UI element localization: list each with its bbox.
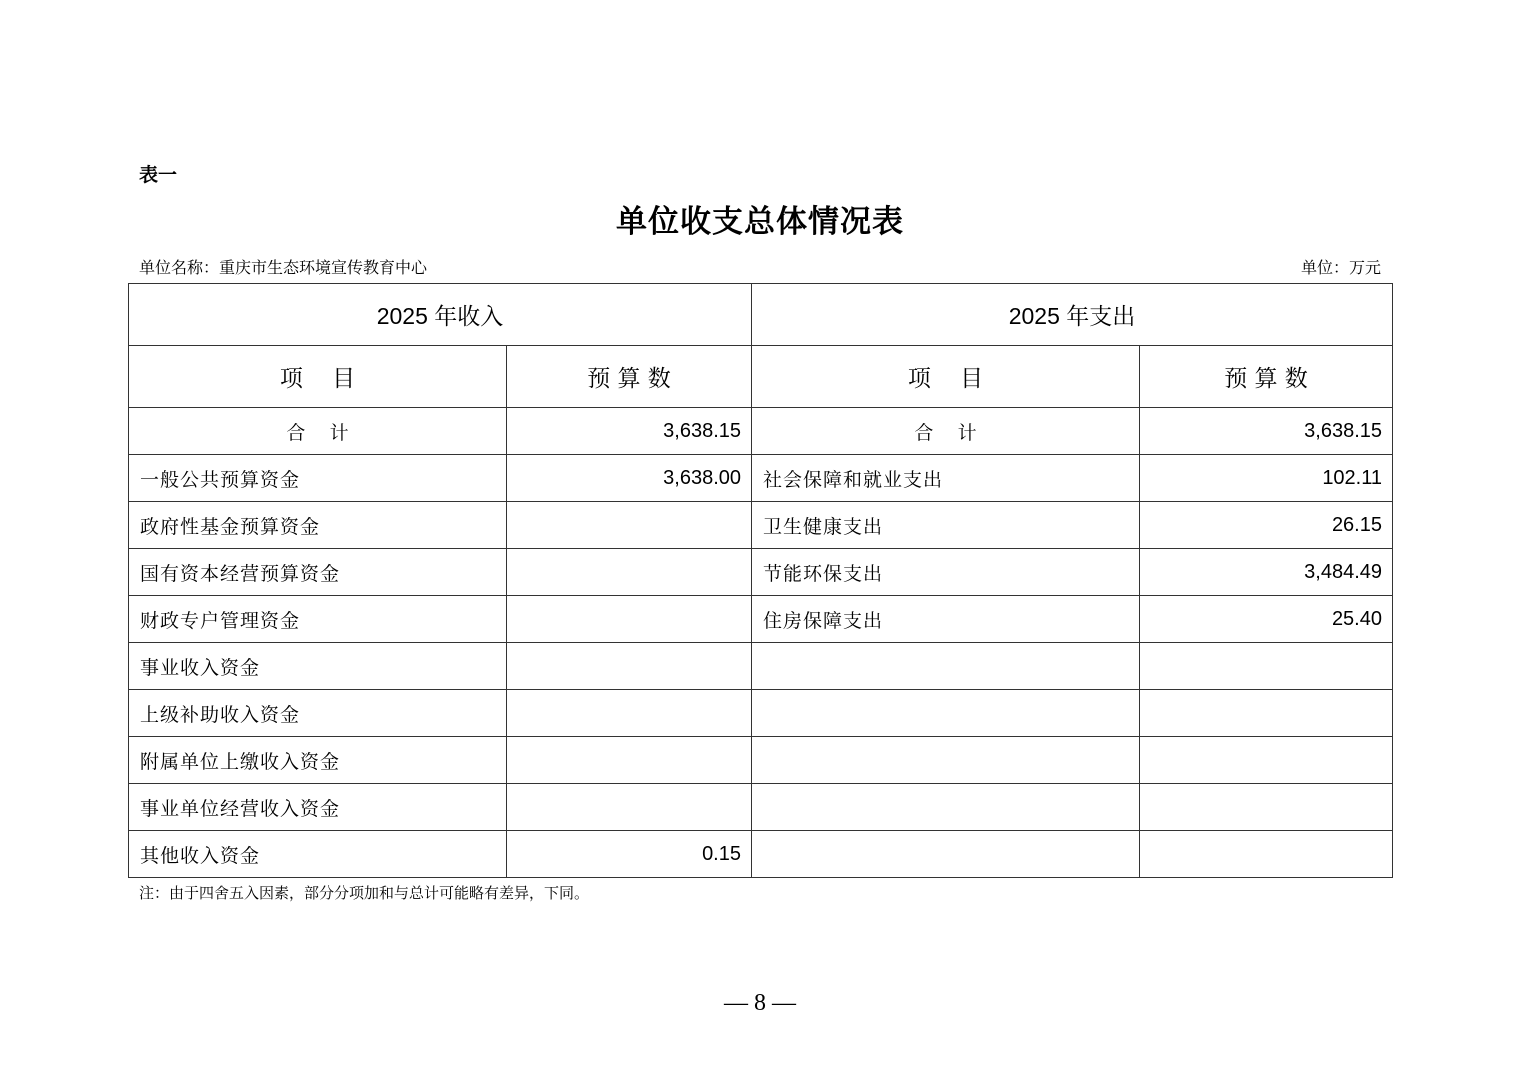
table-row <box>129 455 1393 502</box>
income-section-header: 2025 年收入 <box>129 284 752 346</box>
expense-value <box>1140 737 1393 784</box>
budget-table <box>128 283 1393 878</box>
expense-item <box>752 831 1140 878</box>
expense-item <box>752 737 1140 784</box>
expense-budget-column-header: 预 算 数 <box>1140 346 1393 408</box>
expense-value: 3,484.49 <box>1140 549 1393 596</box>
table-row <box>129 596 1393 643</box>
income-value <box>507 549 752 596</box>
expense-item: 社会保障和就业支出 <box>752 455 1140 502</box>
income-value <box>507 596 752 643</box>
expense-value <box>1140 690 1393 737</box>
total-row <box>129 408 1393 455</box>
income-value <box>507 643 752 690</box>
table-column-header-row <box>129 346 1393 408</box>
expense-total-label: 合 计 <box>752 408 1140 455</box>
expense-item-column-header: 项 目 <box>752 346 1140 408</box>
expense-value <box>1140 831 1393 878</box>
income-item: 上级补助收入资金 <box>129 690 507 737</box>
unit-label: 单位：万元 <box>1300 258 1381 277</box>
table-row <box>129 784 1393 831</box>
income-item: 财政专户管理资金 <box>129 596 507 643</box>
income-value: 3,638.00 <box>507 455 752 502</box>
table-section-header-row <box>129 284 1393 346</box>
page-title: 单位收支总体情况表 <box>616 204 904 240</box>
income-item: 一般公共预算资金 <box>129 455 507 502</box>
expense-section-header: 2025 年支出 <box>752 284 1393 346</box>
income-item-column-header: 项 目 <box>129 346 507 408</box>
table-row <box>129 831 1393 878</box>
page-number: — 8 — <box>724 990 796 1016</box>
income-total-label: 合 计 <box>129 408 507 455</box>
unit-name-label: 单位名称：重庆市生态环境宣传教育中心 <box>139 258 428 277</box>
table-row <box>129 549 1393 596</box>
expense-value: 25.40 <box>1140 596 1393 643</box>
footnote: 注：由于四舍五入因素，部分分项加和与总计可能略有差异，下同。 <box>139 884 590 902</box>
expense-value: 102.11 <box>1140 455 1393 502</box>
expense-item <box>752 690 1140 737</box>
table-row <box>129 690 1393 737</box>
expense-item <box>752 784 1140 831</box>
income-item: 其他收入资金 <box>129 831 507 878</box>
income-value <box>507 737 752 784</box>
income-item: 事业收入资金 <box>129 643 507 690</box>
income-item: 政府性基金预算资金 <box>129 502 507 549</box>
income-value <box>507 690 752 737</box>
income-item: 事业单位经营收入资金 <box>129 784 507 831</box>
table-row <box>129 643 1393 690</box>
income-budget-column-header: 预 算 数 <box>507 346 752 408</box>
income-value <box>507 784 752 831</box>
expense-item: 节能环保支出 <box>752 549 1140 596</box>
table-number: 表一 <box>139 164 178 186</box>
expense-value: 26.15 <box>1140 502 1393 549</box>
table-row <box>129 737 1393 784</box>
expense-item <box>752 643 1140 690</box>
income-value <box>507 502 752 549</box>
expense-value <box>1140 784 1393 831</box>
expense-value <box>1140 643 1393 690</box>
expense-item: 卫生健康支出 <box>752 502 1140 549</box>
income-item: 国有资本经营预算资金 <box>129 549 507 596</box>
table-row <box>129 502 1393 549</box>
income-total-value: 3,638.15 <box>507 408 752 455</box>
income-item: 附属单位上缴收入资金 <box>129 737 507 784</box>
expense-item: 住房保障支出 <box>752 596 1140 643</box>
income-value: 0.15 <box>507 831 752 878</box>
expense-total-value: 3,638.15 <box>1140 408 1393 455</box>
